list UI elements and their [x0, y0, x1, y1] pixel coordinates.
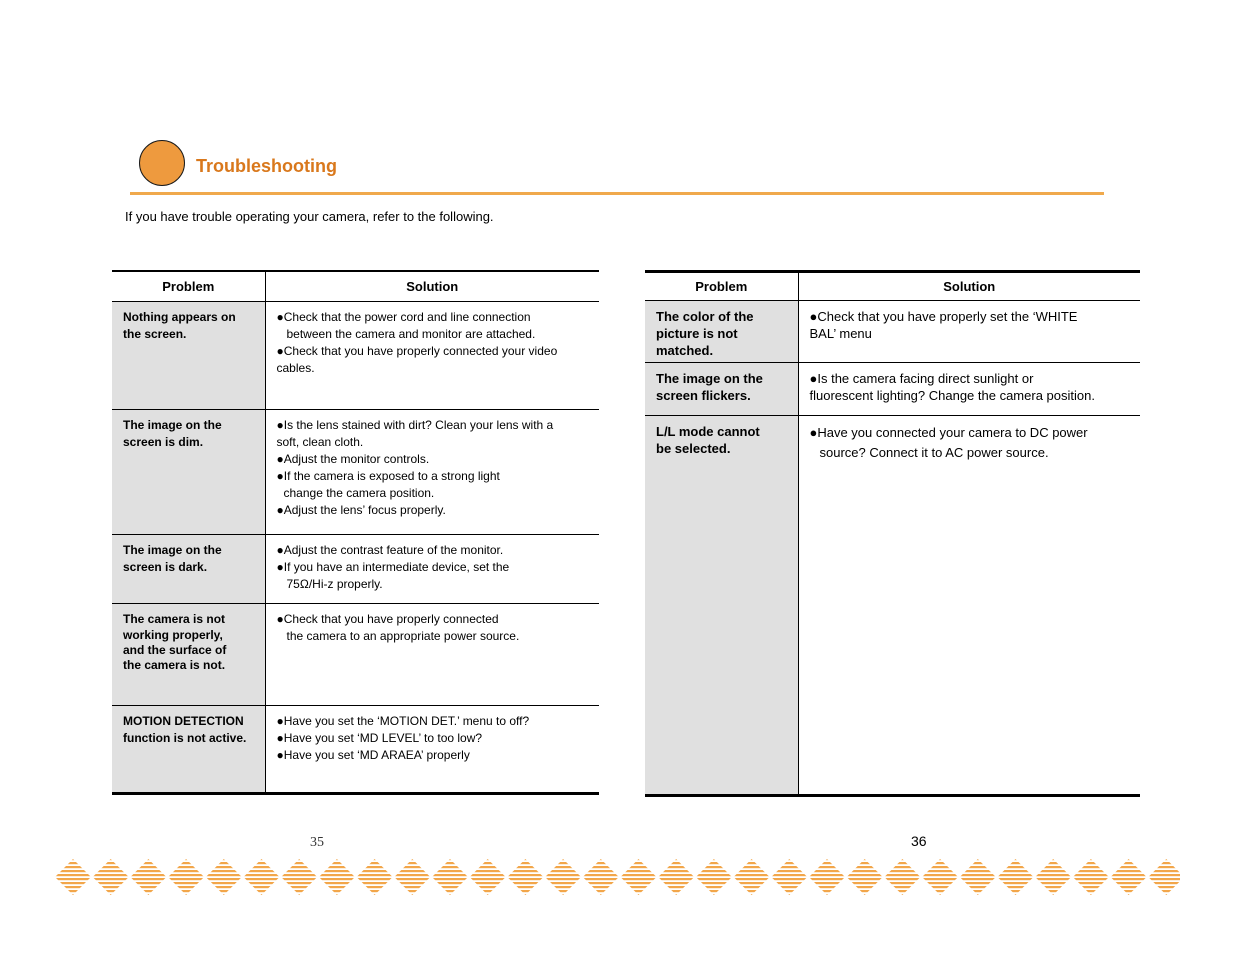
solution-text: ●Is the lens stained with dirt? Clean your lens with a — [276, 418, 554, 432]
problem-cell — [112, 302, 265, 410]
diamond-ornament — [922, 859, 958, 895]
solution-text: ●Have you connected your camera to DC power — [809, 425, 1088, 440]
problem-text: Nothing appears on — [123, 310, 236, 324]
problem-cell — [112, 410, 265, 535]
solution-text: source? Connect it to AC power source. — [819, 445, 1049, 460]
table-row — [112, 410, 599, 535]
diamond-ornament — [583, 859, 619, 895]
solution-text: ●Check that the power cord and line connection — [276, 310, 531, 324]
solution-cell — [265, 535, 599, 604]
table-row — [645, 363, 1140, 416]
problem-text: function is not active. — [123, 731, 247, 745]
solution-cell — [265, 302, 599, 410]
problem-text: and the surface of — [123, 643, 227, 657]
table-row — [645, 416, 1140, 796]
diamond-ornament — [771, 859, 807, 895]
diamond-ornament — [206, 859, 242, 895]
solution-cell — [798, 416, 1140, 796]
problem-text: be selected. — [656, 441, 731, 456]
problem-text: The image on the — [123, 543, 222, 557]
diamond-ornament — [130, 859, 166, 895]
section-circle-icon — [139, 140, 185, 186]
problem-text: screen flickers. — [656, 388, 751, 403]
diamond-ornament — [734, 859, 770, 895]
title-rule — [130, 192, 1104, 195]
diamond-ornament — [470, 859, 506, 895]
solution-text: ●Have you set ‘MD LEVEL’ to too low? — [276, 731, 483, 745]
problem-text: The camera is not — [123, 612, 226, 626]
intro-text: If you have trouble operating your camera, refer to the following. — [125, 209, 494, 224]
solution-text: the camera to an appropriate power source. — [286, 629, 520, 643]
diamond-ornament — [696, 859, 732, 895]
solution-text: ●Adjust the contrast feature of the monitor. — [276, 543, 504, 557]
solution-text: ●If you have an intermediate device, set the — [276, 560, 510, 574]
problem-text: the screen. — [123, 327, 187, 341]
troubleshooting-table-right — [645, 270, 1140, 797]
diamond-ornament — [432, 859, 468, 895]
problem-text: matched. — [656, 343, 714, 358]
solution-cell — [265, 706, 599, 794]
diamond-ornament — [1148, 859, 1180, 895]
troubleshooting-table-left — [112, 270, 599, 795]
table-row — [112, 604, 599, 706]
solution-text: ●Is the camera facing direct sunlight or — [809, 371, 1034, 386]
solution-text: change the camera position. — [283, 486, 435, 500]
diamond-ornament — [658, 859, 694, 895]
diamond-ornament — [1035, 859, 1071, 895]
solution-text: between the camera and monitor are attached. — [286, 327, 536, 341]
page-title: Troubleshooting — [196, 156, 337, 176]
problem-header: Problem — [112, 271, 265, 302]
solution-text: soft, clean cloth. — [276, 435, 364, 449]
problem-text: L/L mode cannot — [656, 424, 760, 439]
diamond-ornament — [507, 859, 543, 895]
solution-header: Solution — [798, 272, 1140, 301]
solution-cell — [798, 363, 1140, 416]
problem-text: The color of the — [656, 309, 754, 324]
table-row — [112, 706, 599, 794]
solution-cell — [265, 604, 599, 706]
problem-cell — [645, 301, 798, 363]
diamond-ornament — [55, 859, 91, 895]
solution-cell — [798, 301, 1140, 363]
solution-text: ●Check that you have properly connected your video — [276, 344, 558, 358]
diamond-ornament — [1111, 859, 1147, 895]
table-row — [112, 302, 599, 410]
problem-cell — [112, 604, 265, 706]
table-row — [112, 535, 599, 604]
solution-text: ●Adjust the lens’ focus properly. — [276, 503, 446, 517]
diamond-ornament — [1073, 859, 1109, 895]
problem-text: screen is dark. — [123, 560, 208, 574]
diamond-ornament — [621, 859, 657, 895]
solution-text: cables. — [276, 361, 315, 375]
problem-text: MOTION DETECTION — [123, 714, 244, 728]
problem-cell — [645, 416, 798, 796]
solution-text: ●Have you set the ‘MOTION DET.’ menu to off? — [276, 714, 530, 728]
diamond-ornament — [281, 859, 317, 895]
diamond-ornament — [168, 859, 204, 895]
problem-cell — [645, 363, 798, 416]
diamond-border-decoration — [55, 858, 1180, 896]
diamond-ornament — [394, 859, 430, 895]
page-number-left: 35 — [310, 835, 324, 850]
problem-text: The image on the — [123, 418, 222, 432]
solution-text: ●Check that you have properly connected — [276, 612, 499, 626]
diamond-ornament — [244, 859, 280, 895]
solution-text: ●Check that you have properly set the ‘WHITE — [809, 309, 1078, 324]
solution-text: fluorescent lighting? Change the camera position. — [809, 388, 1095, 403]
diamond-ornament — [960, 859, 996, 895]
diamond-ornament — [884, 859, 920, 895]
solution-text: ●If the camera is exposed to a strong light — [276, 469, 500, 483]
problem-text: the camera is not. — [123, 658, 226, 672]
diamond-ornament — [847, 859, 883, 895]
problem-text: picture is not — [656, 326, 738, 341]
problem-text: working properly, — [123, 628, 223, 642]
solution-header: Solution — [265, 271, 599, 302]
diamond-ornament — [93, 859, 129, 895]
problem-cell — [112, 535, 265, 604]
solution-text: BAL’ menu — [809, 326, 872, 341]
solution-text: 75Ω/Hi-z properly. — [286, 577, 383, 591]
solution-text: ●Adjust the monitor controls. — [276, 452, 430, 466]
problem-text: The image on the — [656, 371, 763, 386]
diamond-ornament — [809, 859, 845, 895]
problem-cell — [112, 706, 265, 794]
diamond-ornament — [319, 859, 355, 895]
table-row — [645, 301, 1140, 363]
diamond-ornament — [357, 859, 393, 895]
page-number-right: 36 — [911, 833, 927, 849]
diamond-ornament — [998, 859, 1034, 895]
diamond-ornament — [545, 859, 581, 895]
solution-cell — [265, 410, 599, 535]
problem-header: Problem — [645, 272, 798, 301]
problem-text: screen is dim. — [123, 435, 204, 449]
solution-text: ●Have you set ‘MD ARAEA’ properly — [276, 748, 470, 762]
